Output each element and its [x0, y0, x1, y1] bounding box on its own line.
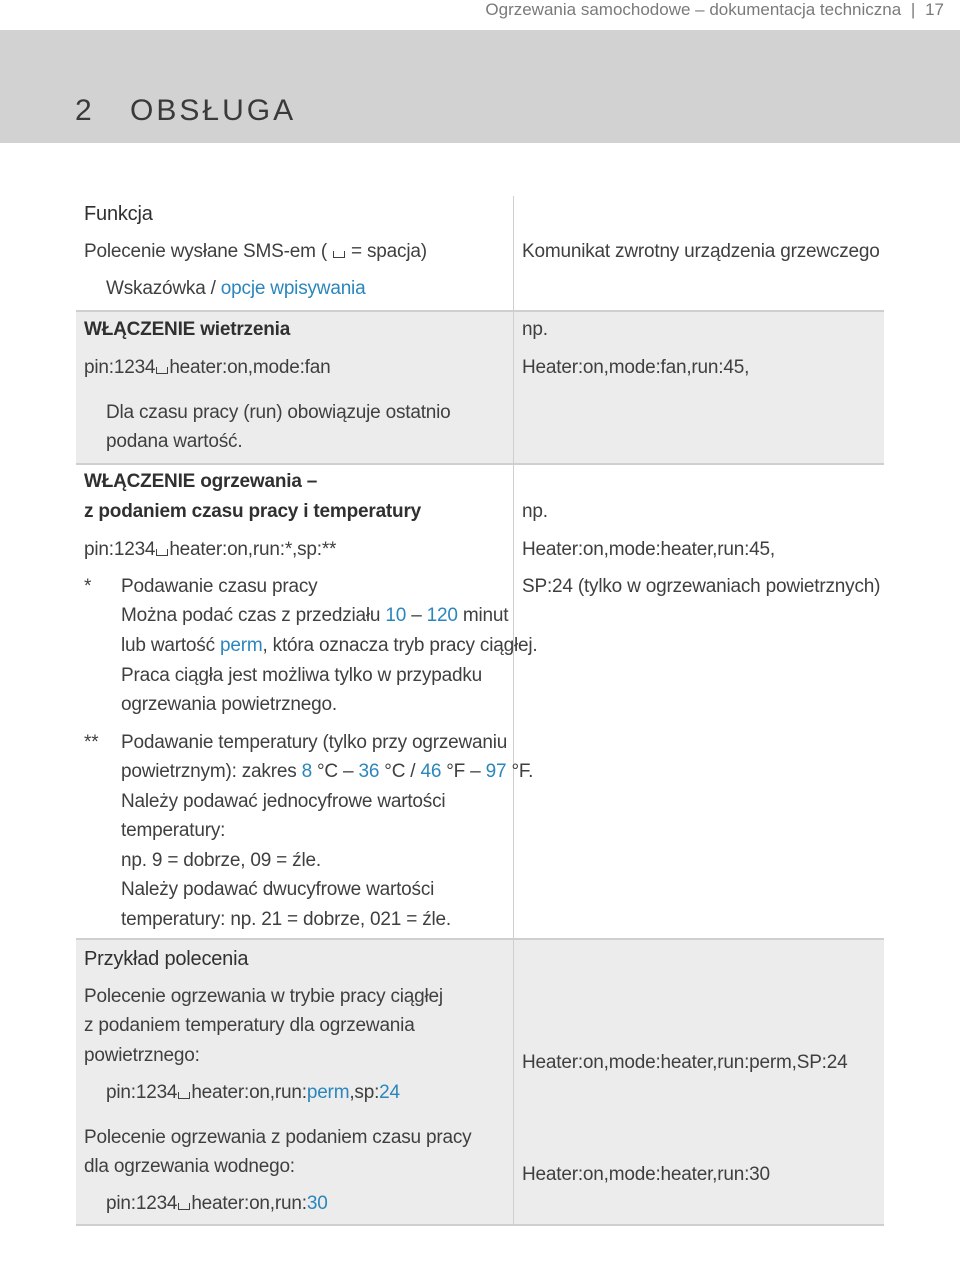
- star1-line-3: [121, 635, 537, 657]
- example-1-line-3: powietrznego:: [84, 1045, 200, 1066]
- running-title: Ogrzewania samochodowe – dokumentacja techniczna: [485, 0, 902, 19]
- example-1-command: [106, 1082, 400, 1104]
- rule-heat: [76, 938, 884, 940]
- example-1-body: heater:on,run:: [191, 1082, 307, 1103]
- star2-line-2: [121, 761, 533, 783]
- heat-command: [84, 539, 336, 561]
- example-1-reply: Heater:on,mode:heater,run:perm,SP:24: [522, 1052, 848, 1073]
- col1-hint: [106, 278, 365, 300]
- star1-line-5: ogrzewania powietrznego.: [121, 694, 337, 715]
- col1-hint-options: opcje wpisywania: [220, 278, 366, 299]
- space-symbol-icon: [178, 1092, 190, 1099]
- fan-command-body: heater:on,mode:fan: [169, 357, 331, 378]
- example-1-temp: 24: [379, 1082, 400, 1103]
- heat-reply-1: Heater:on,mode:heater,run:45,: [522, 539, 775, 560]
- example-2-pin: pin:1234: [106, 1193, 178, 1214]
- example-2-reply: Heater:on,mode:heater,run:30: [522, 1164, 770, 1185]
- page-number: 17: [925, 0, 944, 19]
- star1-line-2: [121, 605, 508, 627]
- col2-title: Komunikat zwrotny urządzenia grzewczego: [522, 241, 880, 262]
- unit-f-dash: °F –: [441, 761, 486, 782]
- unit-c-slash: °C /: [379, 761, 421, 782]
- col1-subtitle: [84, 241, 427, 263]
- column-divider: [513, 196, 514, 1226]
- heat-command-body: heater:on,run:*,sp:**: [169, 539, 337, 560]
- fan-command-pin: pin:1234: [84, 357, 156, 378]
- star1-line-4: Praca ciągła jest możliwa tylko w przypadku: [121, 665, 482, 686]
- header-separator: |: [910, 0, 916, 19]
- rule-bottom: [76, 1224, 884, 1226]
- section-title: [75, 94, 296, 128]
- temp-min-c: 8: [301, 761, 312, 782]
- unit-f-end: °F.: [506, 761, 534, 782]
- star1-line-2-text: Można podać czas z przedziału: [121, 605, 386, 626]
- col1-hint-text: Wskazówka /: [106, 278, 221, 299]
- star2-line-6: Należy podawać dwucyfrowe wartości: [121, 879, 435, 900]
- star1-line-3-rest: , która oznacza tryb pracy ciągłej.: [262, 635, 538, 656]
- heat-title-2: z podaniem czasu pracy i temperatury: [84, 501, 422, 522]
- star2-line-1: Podawanie temperatury (tylko przy ogrzewaniu: [121, 732, 508, 753]
- example-1-perm: perm: [306, 1082, 350, 1103]
- star2-line-3: Należy podawać jednocyfrowe wartości: [121, 791, 446, 812]
- run-max-value: 120: [426, 605, 458, 626]
- heat-reply-label: np.: [522, 501, 548, 522]
- run-min-value: 10: [385, 605, 407, 626]
- example-1-pin: pin:1234: [106, 1082, 178, 1103]
- star1-line-3-text: lub wartość: [121, 635, 220, 656]
- temp-max-f: 97: [485, 761, 507, 782]
- star2-line-4: temperatury:: [121, 820, 226, 841]
- star1-marker: *: [84, 576, 92, 597]
- temp-min-f: 46: [420, 761, 442, 782]
- running-header: [485, 0, 944, 20]
- rule-fan: [76, 463, 884, 465]
- col1-subtitle-after: = spacja): [345, 241, 427, 262]
- fan-reply: Heater:on,mode:fan,run:45,: [522, 357, 750, 378]
- star1-line-1: Podawanie czasu pracy: [121, 576, 318, 597]
- perm-value: perm: [219, 635, 263, 656]
- section-number: 2: [75, 94, 95, 127]
- temp-max-c: 36: [358, 761, 380, 782]
- star2-marker: **: [84, 732, 99, 753]
- space-symbol-icon: [178, 1203, 190, 1210]
- fan-command: [84, 357, 331, 379]
- star2-line-2-text: powietrznym): zakres: [121, 761, 302, 782]
- space-symbol-icon: [156, 549, 168, 556]
- rule-head: [76, 310, 884, 312]
- star1-unit: minut: [457, 605, 509, 626]
- heat-title-1: WŁĄCZENIE ogrzewania –: [84, 471, 318, 492]
- example-2-command: [106, 1193, 328, 1215]
- unit-c-dash: °C –: [311, 761, 359, 782]
- example-2-line-2: dla ogrzewania wodnego:: [84, 1156, 295, 1177]
- heat-reply-2: SP:24 (tylko w ogrzewaniach powietrznych): [522, 576, 881, 597]
- heat-command-pin: pin:1234: [84, 539, 156, 560]
- fan-reply-label: np.: [522, 319, 548, 340]
- example-1-line-1: Polecenie ogrzewania w trybie pracy ciągłej: [84, 986, 443, 1007]
- fan-note-2: podana wartość.: [106, 431, 243, 452]
- fan-title: WŁĄCZENIE wietrzenia: [84, 319, 291, 340]
- col1-subtitle-before: Polecenie wysłane SMS-em (: [84, 241, 327, 262]
- space-symbol-icon: [333, 251, 345, 258]
- section-name: OBSŁUGA: [130, 94, 297, 127]
- example-title: Przykład polecenia: [84, 948, 249, 970]
- example-2-body: heater:on,run:: [191, 1193, 307, 1214]
- col1-title: Funkcja: [84, 203, 153, 225]
- star2-line-7: temperatury: np. 21 = dobrze, 021 = źle.: [121, 909, 451, 930]
- example-2-line-1: Polecenie ogrzewania z podaniem czasu pracy: [84, 1127, 472, 1148]
- example-1-sp: ,sp:: [349, 1082, 380, 1103]
- example-2-run: 30: [306, 1193, 328, 1214]
- star2-line-5: np. 9 = dobrze, 09 = źle.: [121, 850, 321, 871]
- space-symbol-icon: [156, 367, 168, 374]
- star1-dash: –: [406, 605, 427, 626]
- example-1-line-2: z podaniem temperatury dla ogrzewania: [84, 1015, 415, 1036]
- fan-note-1: Dla czasu pracy (run) obowiązuje ostatnio: [106, 402, 451, 423]
